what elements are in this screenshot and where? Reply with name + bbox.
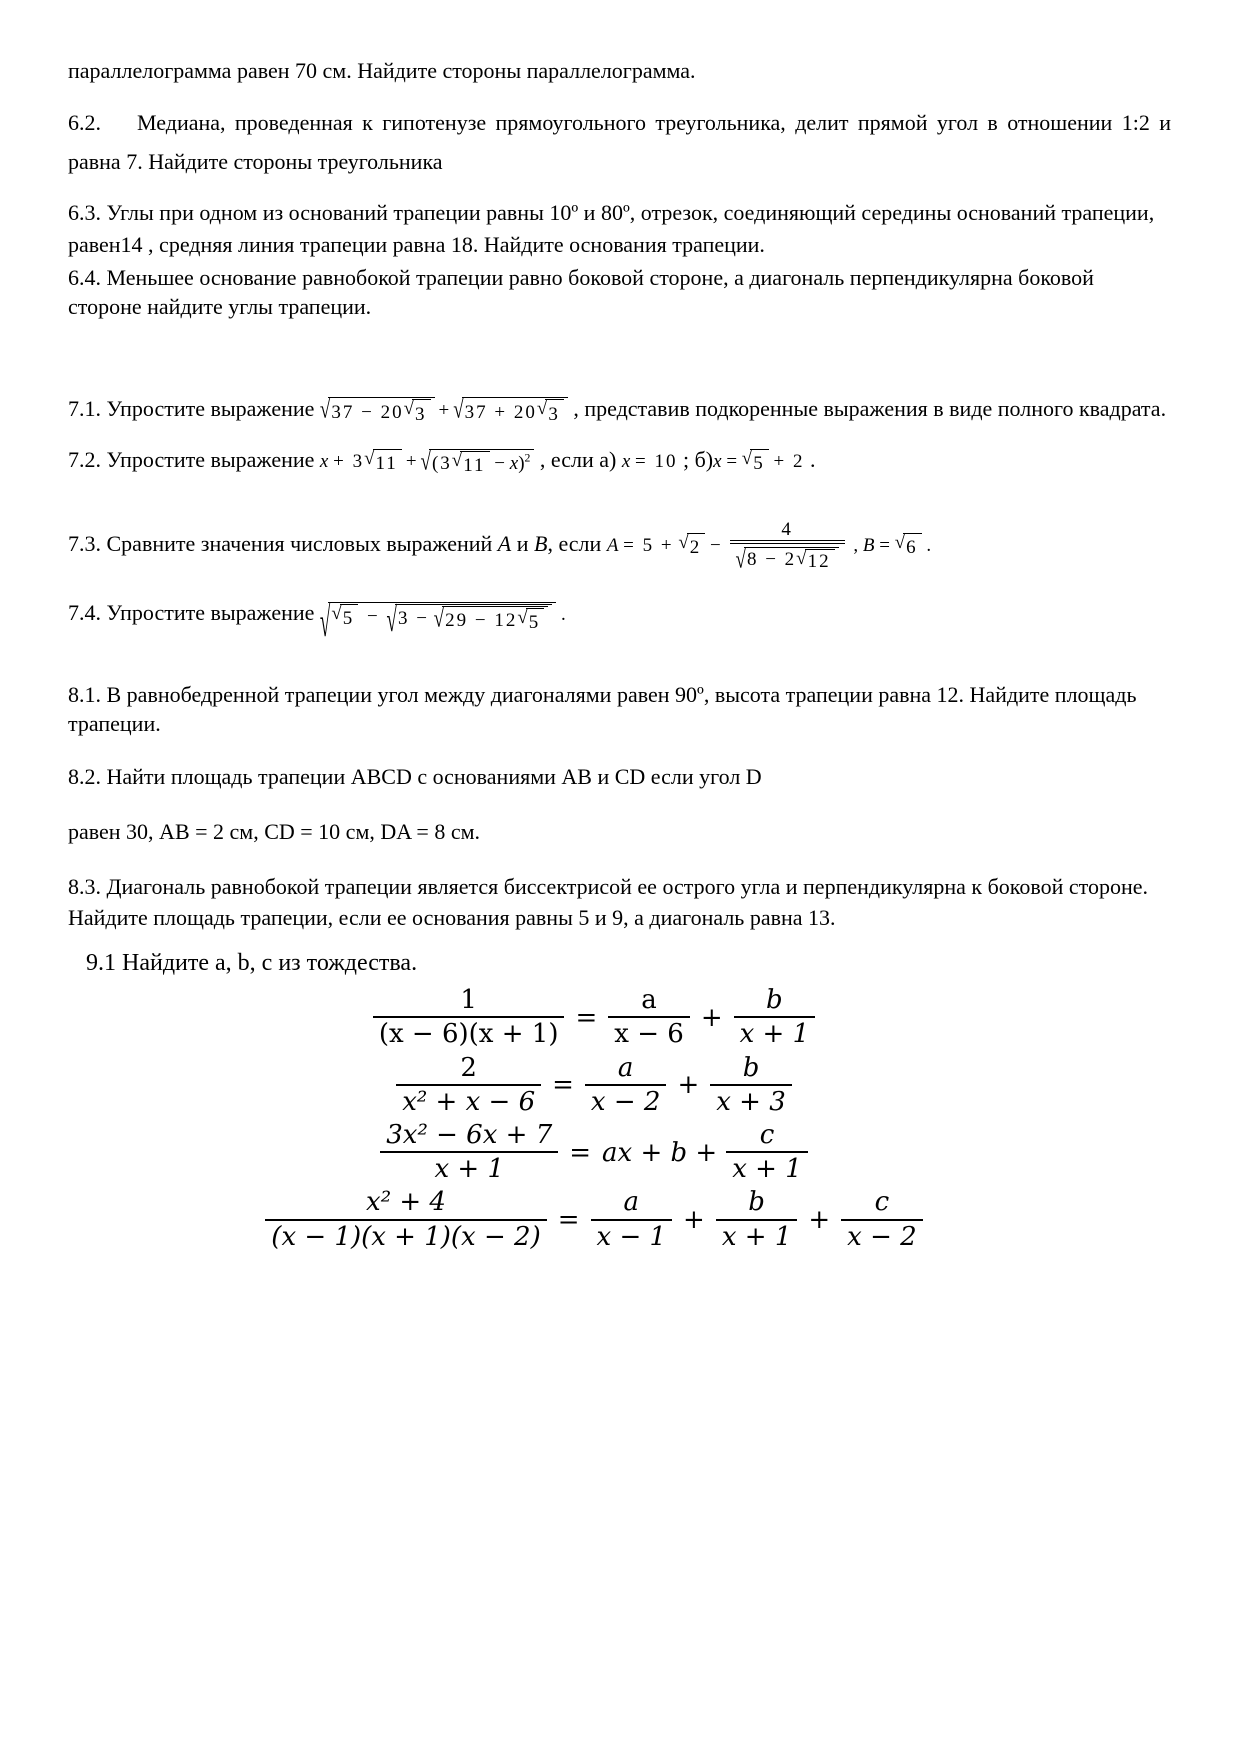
sqrt-icon: √ xyxy=(894,531,906,553)
period: . xyxy=(809,447,816,473)
equals-operator: = xyxy=(557,1205,580,1236)
fraction-numerator: x² + 4 xyxy=(366,1187,446,1218)
problem-7-1-label: 7.1. Упростите выражение xyxy=(68,396,315,421)
fraction-denominator: x − 2 xyxy=(585,1084,667,1118)
period: . xyxy=(926,534,932,556)
variable-A: A xyxy=(497,530,512,556)
sqrt-icon: √ xyxy=(741,448,753,470)
if-text: , если xyxy=(547,530,602,556)
problem-7-3-label: 7.3. Сравните значения числовых выражений xyxy=(68,530,493,556)
sqrt-expression xyxy=(386,602,553,641)
radicand-text: 5 xyxy=(340,604,359,631)
radicand xyxy=(328,602,556,641)
fraction-denominator: x + 1 xyxy=(380,1151,558,1185)
radicand-text: 37 + 20 xyxy=(464,402,537,423)
sqrt-icon: √ xyxy=(796,548,807,570)
problem-7-2-label: 7.2. Упростите выражение xyxy=(68,447,315,473)
fraction xyxy=(710,1053,792,1118)
term: 3 − xyxy=(397,608,429,630)
sqrt-expression xyxy=(517,608,544,635)
fraction xyxy=(730,519,845,575)
radicand-text: 11 xyxy=(460,451,489,478)
plus-operator: + xyxy=(438,400,450,421)
variable-x: x xyxy=(509,453,519,475)
variable-B: B xyxy=(862,534,875,556)
sqrt-expression xyxy=(319,599,556,648)
sqrt-expression xyxy=(742,449,769,476)
identity-eq-3 xyxy=(380,1120,808,1185)
radicand xyxy=(429,449,534,478)
fraction-numerator: 1 xyxy=(460,985,477,1016)
radicand-text: 5 xyxy=(750,449,769,476)
equals-operator: = xyxy=(726,451,738,473)
equals-operator: = xyxy=(575,1002,598,1033)
problem-7-1-after: , представив подкоренные выражения в виде полного квадрата. xyxy=(573,396,1167,421)
radicand-text: 12 xyxy=(805,549,835,574)
term: + 2 xyxy=(773,451,805,473)
formula-7-1 xyxy=(319,395,568,425)
fraction-numerator: c xyxy=(759,1120,775,1151)
period: . xyxy=(561,604,566,626)
plus-operator: + xyxy=(700,1002,723,1033)
sqrt-expression xyxy=(537,399,564,429)
sqrt-expression xyxy=(452,451,490,478)
fraction-denominator: x − 1 xyxy=(591,1219,673,1253)
sqrt-expression xyxy=(331,604,358,631)
fraction-numerator: 4 xyxy=(781,518,793,540)
identity-equations xyxy=(68,983,1168,1253)
fraction-denominator: (x − 1)(x + 1)(x − 2) xyxy=(265,1219,546,1253)
case-a-value xyxy=(622,451,678,472)
sqrt-expression xyxy=(453,397,568,429)
fraction-denominator: x + 3 xyxy=(710,1084,792,1118)
sqrt-icon: √ xyxy=(517,607,528,629)
conjunction: и xyxy=(516,530,529,556)
comma: , xyxy=(853,534,859,556)
fraction xyxy=(396,1053,541,1118)
fraction-numerator: 2 xyxy=(460,1052,477,1083)
equals-operator: = xyxy=(552,1070,574,1101)
fraction xyxy=(716,1187,798,1252)
variable-x: x xyxy=(319,451,329,473)
fraction xyxy=(734,985,816,1050)
sqrt-expression xyxy=(364,449,402,476)
exponent: 2 xyxy=(524,451,531,465)
fraction-denominator: x + 1 xyxy=(734,1016,816,1050)
fraction-denominator: x − 2 xyxy=(841,1219,923,1253)
separator: ; xyxy=(682,447,690,473)
radicand-text: 11 xyxy=(373,449,402,476)
minus-operator: − xyxy=(367,606,378,628)
equals-operator: = xyxy=(569,1137,592,1168)
radicand xyxy=(442,606,548,635)
problem-9-1-title: 9.1 Найдите a, b, c из тождества. xyxy=(86,950,418,977)
problem-8-3: 8.3. Диагональ равнобокой трапеции является биссектрисой ее острого угла и перпендикулярна к боковой стороне. Найдите площадь трапеции, если ее основания равны 5 и 9, а диагональ равна 13. xyxy=(68,873,1148,930)
fraction-denominator: x² + x − 6 xyxy=(396,1084,541,1118)
fraction xyxy=(380,1120,558,1185)
fraction-numerator: 3x² − 6x + 7 xyxy=(386,1120,553,1151)
problem-8-1: 8.1. В равнобедренной трапеции угол между диагоналями равен 90º, высота трапеции равна 12. Найдите площадь трапеции. xyxy=(68,681,1137,736)
fraction-denominator: (x − 6)(x + 1) xyxy=(373,1016,565,1050)
fraction-numerator: b xyxy=(766,985,783,1016)
fraction-numerator: b xyxy=(748,1187,765,1218)
sqrt-expression xyxy=(736,547,839,574)
condition-text: , если а) xyxy=(539,447,617,473)
identity-eq-2 xyxy=(396,1053,792,1118)
sqrt-icon: √ xyxy=(735,546,746,575)
fraction xyxy=(841,1187,923,1252)
fraction-numerator: b xyxy=(742,1052,760,1083)
polynomial-terms: ax + b + xyxy=(602,1137,718,1168)
plus-operator: + xyxy=(677,1070,700,1101)
radicand-text: 37 − 20 xyxy=(331,402,404,423)
problem-7-2 xyxy=(68,445,1171,478)
problem-6-2-number: 6.2. xyxy=(68,110,101,136)
fraction-denominator: x + 1 xyxy=(726,1151,808,1185)
term: 29 − 12 xyxy=(445,610,518,632)
radicand-text: 3 xyxy=(545,399,564,429)
fraction xyxy=(726,1120,808,1185)
sqrt-expression xyxy=(404,399,431,429)
fraction-numerator: a xyxy=(641,985,657,1016)
term: = 5 + xyxy=(623,534,674,556)
fraction xyxy=(585,1053,667,1118)
term: (3 xyxy=(431,453,452,475)
variable-A: A xyxy=(606,534,619,556)
sqrt-expression xyxy=(796,549,834,574)
variable-B: B xyxy=(534,530,548,556)
radicand-text: 2 xyxy=(687,533,706,560)
sqrt-expression xyxy=(421,449,535,478)
fraction-numerator: c xyxy=(874,1187,890,1218)
fraction xyxy=(608,985,690,1050)
radicand-text: 5 xyxy=(526,608,545,635)
sqrt-icon: √ xyxy=(364,448,375,470)
sqrt-icon: √ xyxy=(403,398,415,419)
problem-8-2: 8.2. Найти площадь трапеции ABCD с основаниями AB и CD если угол D xyxy=(68,763,762,789)
paragraph-parallelogram: параллелограмма равен 70 см. Найдите стороны параллелограмма. xyxy=(68,58,696,83)
radicand xyxy=(462,397,568,429)
plus-operator: + xyxy=(683,1205,705,1236)
plus-operator: + xyxy=(808,1205,831,1236)
fraction-numerator: a xyxy=(617,1052,634,1083)
sqrt-expression xyxy=(320,397,435,429)
problem-6-2 xyxy=(68,104,1171,181)
radicand xyxy=(395,604,552,635)
value: = 10 xyxy=(635,451,678,473)
sqrt-expression xyxy=(895,533,922,560)
problem-6-2-text: Медиана, проведенная к гипотенузе прямоугольного треугольника, делит прямой угол в отношении 1:2 и равна 7. Найдите стороны треугольника xyxy=(68,110,1171,174)
minus-operator: − xyxy=(710,534,721,556)
formula-7-2 xyxy=(319,447,534,477)
fraction xyxy=(373,985,565,1050)
variable-x: x xyxy=(621,451,631,473)
problem-6-4: 6.4. Меньшее основание равнобокой трапеции равно боковой стороне, а диагональ перпендикулярна боковой стороне найдите углы трапеции. xyxy=(68,264,1094,319)
fraction-denominator: x − 6 xyxy=(608,1016,690,1050)
formula-7-4 xyxy=(319,599,566,648)
sqrt-expression xyxy=(678,533,705,560)
equals-operator: = xyxy=(879,534,890,556)
case-b-value xyxy=(713,448,805,475)
identity-eq-4 xyxy=(265,1187,922,1252)
problem-7-1 xyxy=(68,393,1171,429)
variable-x: x xyxy=(713,451,722,473)
problem-6-3: 6.3. Углы при одном из оснований трапеции равны 10º и 80º, отрезок, соединяющий середины оснований трапеции, равен14 , средняя линия трапеции равна 18. Найдите основания трапеции. xyxy=(68,200,1155,257)
sqrt-icon: √ xyxy=(420,447,431,477)
formula-7-3 xyxy=(606,518,932,575)
identity-eq-1 xyxy=(373,985,815,1050)
fraction-denominator xyxy=(730,540,845,574)
plus-operator: + xyxy=(405,451,417,473)
sqrt-icon: √ xyxy=(331,603,342,625)
problem-8-2-continued: равен 30, AB = 2 см, CD = 10 см, DA = 8 см. xyxy=(68,819,481,845)
problem-7-4-label: 7.4. Упростите выражение xyxy=(68,600,315,626)
sqrt-icon: √ xyxy=(453,395,464,424)
radicand xyxy=(744,547,839,574)
close-paren: ) xyxy=(518,453,525,475)
sqrt-icon: √ xyxy=(536,398,548,419)
radicand xyxy=(328,397,434,429)
sqrt-icon: √ xyxy=(319,395,331,424)
sqrt-icon: √ xyxy=(678,531,689,553)
fraction-numerator: a xyxy=(623,1187,640,1218)
fraction xyxy=(265,1187,546,1252)
sqrt-icon: √ xyxy=(451,450,463,472)
sqrt-icon: √ xyxy=(433,604,445,634)
case-b-label: б) xyxy=(694,447,714,473)
sqrt-icon: √ xyxy=(386,602,397,641)
radicand-text: 3 xyxy=(412,399,431,429)
fraction xyxy=(591,1187,673,1252)
term: 8 − 2 xyxy=(746,549,797,571)
term: + 3 xyxy=(333,451,365,473)
minus-operator: − xyxy=(494,453,505,475)
problem-7-4 xyxy=(68,598,1171,648)
fraction-denominator: x + 1 xyxy=(716,1219,798,1253)
sqrt-expression xyxy=(434,606,549,635)
problem-7-3 xyxy=(68,519,1171,575)
radicand-text: 6 xyxy=(903,533,922,560)
sqrt-icon: √ xyxy=(319,599,331,648)
